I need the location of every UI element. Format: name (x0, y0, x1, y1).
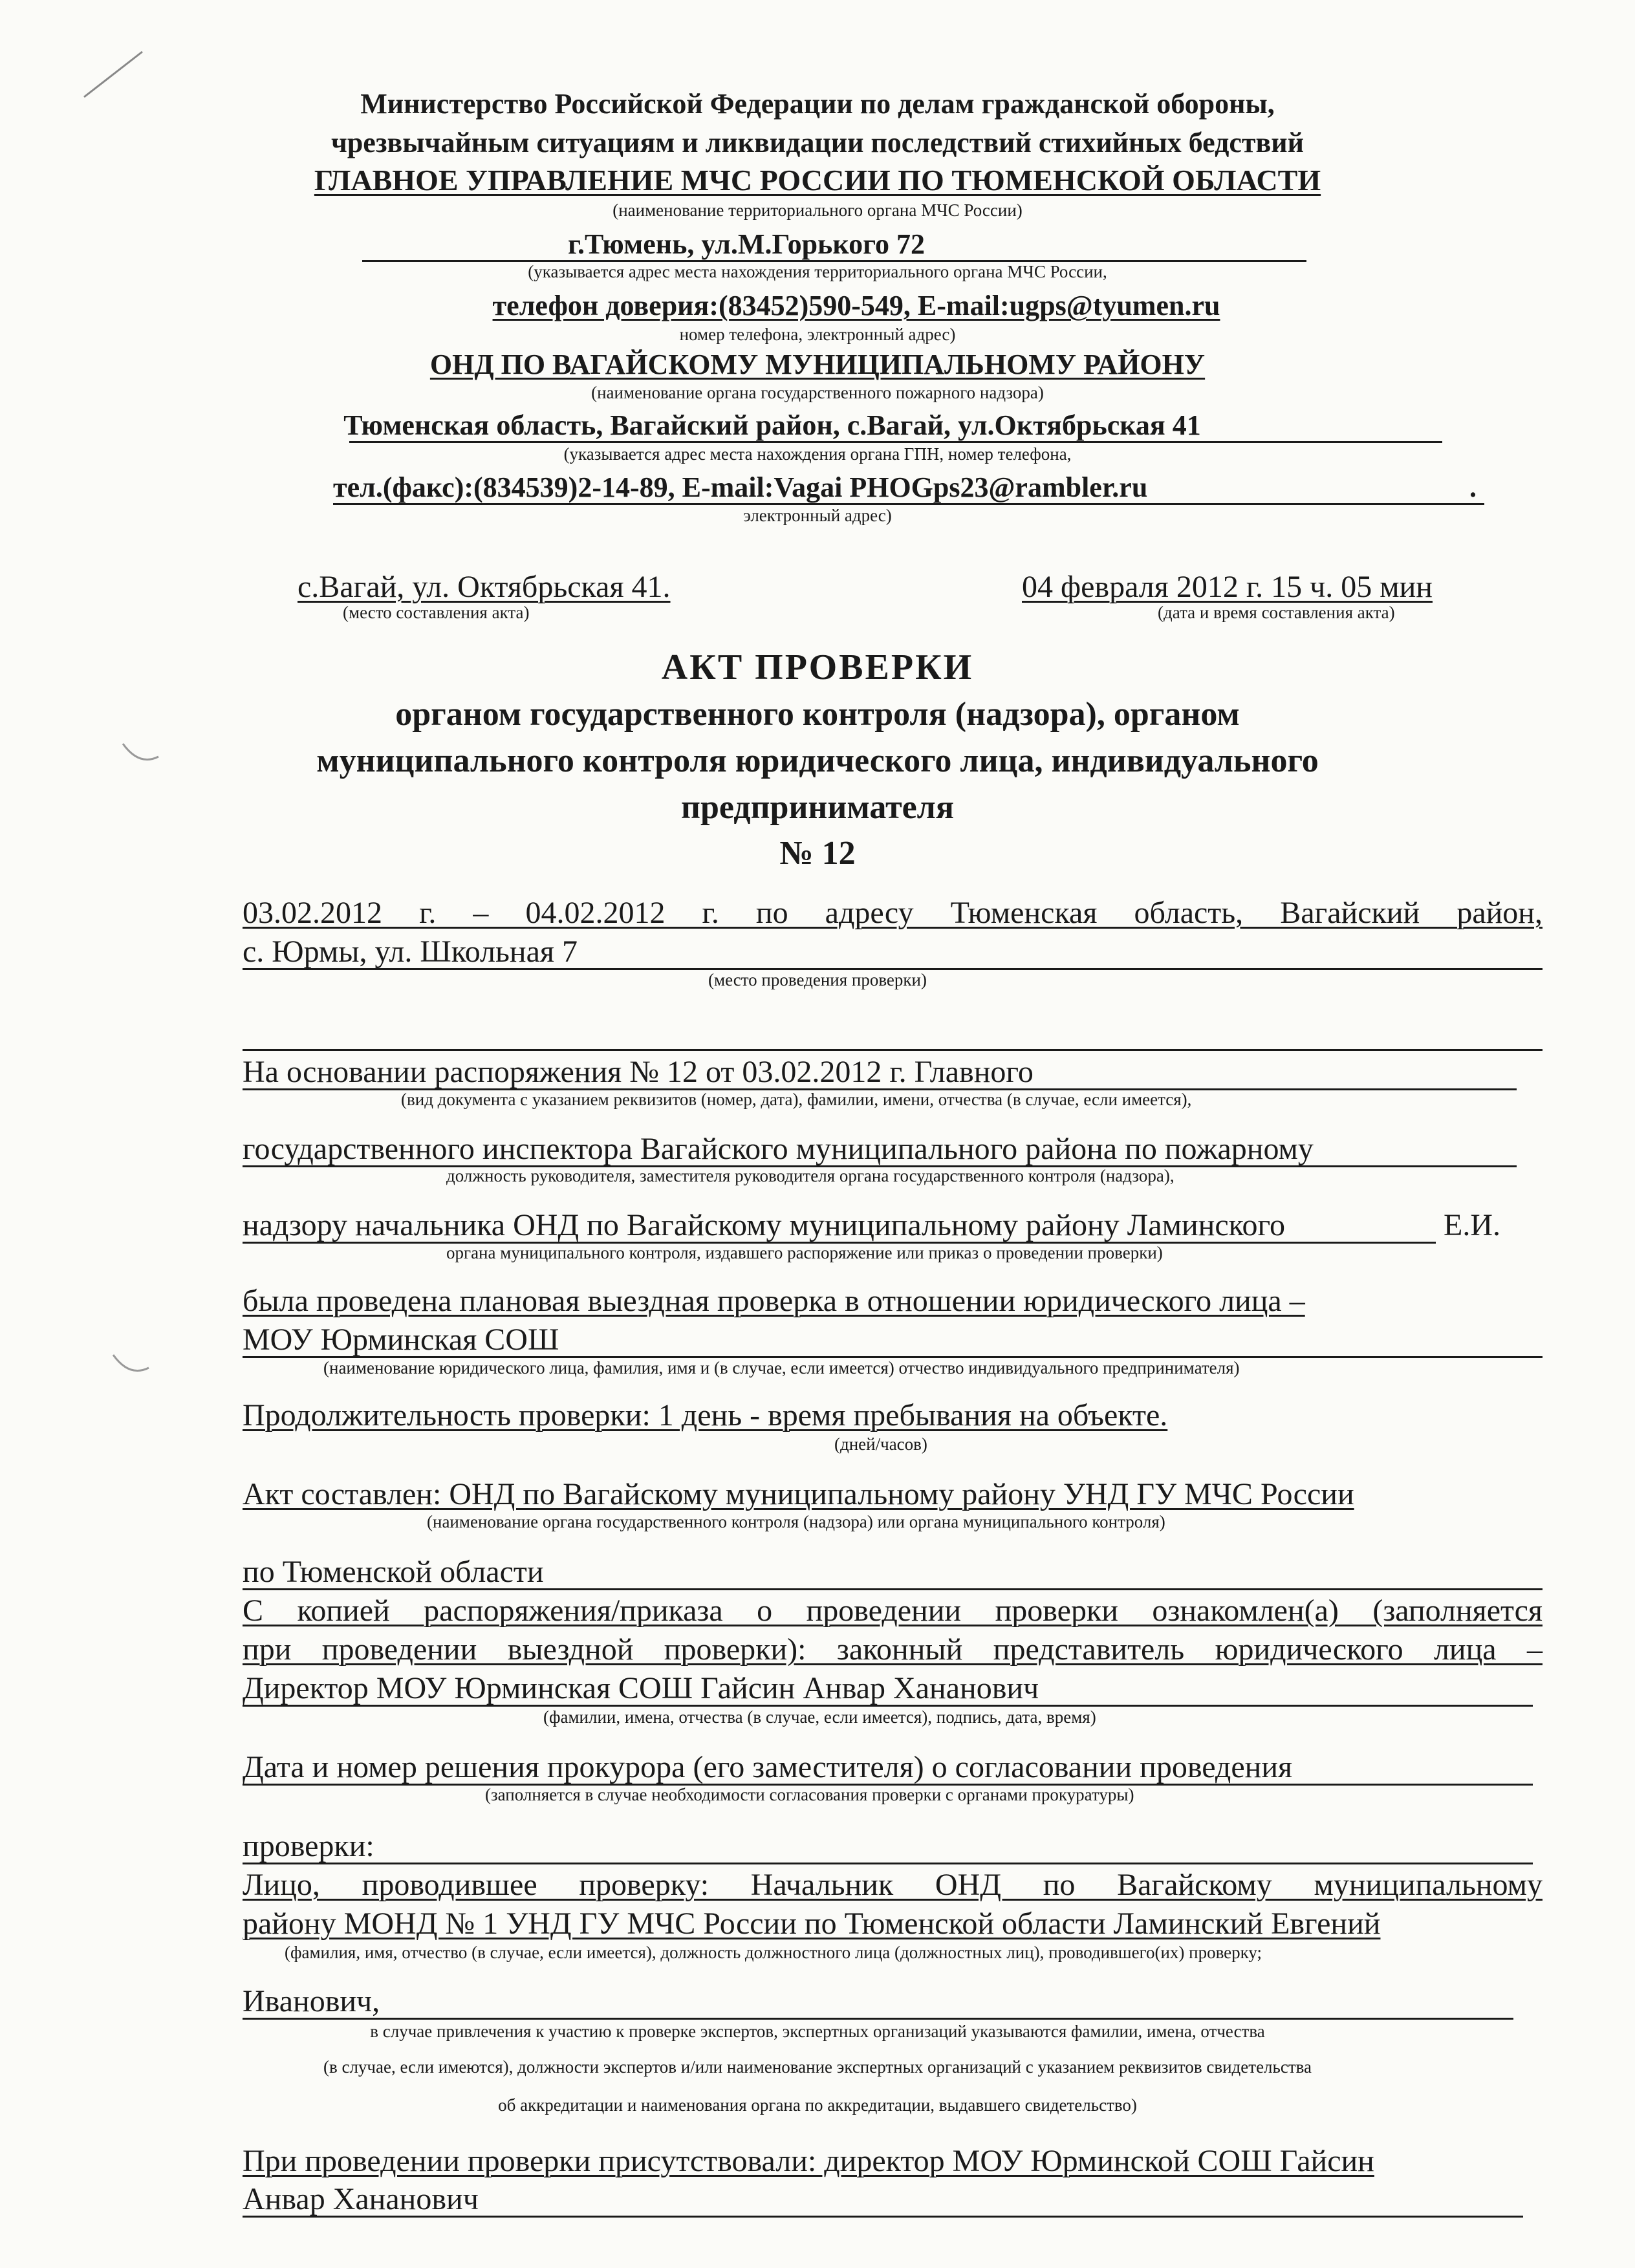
prosecutor-underline-2 (243, 1863, 1533, 1864)
org-address: г.Тюмень, ул.М.Горького 72 (568, 228, 925, 260)
present-line-2: Анвар Хананович (243, 2182, 479, 2216)
gpn-name-caption: (наименование органа государственного пожарного надзора) (591, 383, 1044, 402)
basis-line-1: На основании распоряжения № 12 от 03.02.2012 г. Главного (243, 1055, 1034, 1089)
experts-caption-1: в случае привлечения к участию к проверке экспертов, экспертных организаций указываются фамилии, имена, отчества (370, 2022, 1265, 2041)
act-title: АКТ ПРОВЕРКИ (661, 647, 974, 687)
act-subtitle-line-1: органом государственного контроля (надзора), органом (395, 696, 1240, 733)
ministry-line-1: Министерство Российской Федерации по делам гражданской обороны, (360, 88, 1275, 120)
org-phone-caption: номер телефона, электронный адрес) (679, 325, 956, 344)
basis-caption-2: должность руководителя, заместителя руководителя органа государственного контроля (надзора), (446, 1166, 1175, 1185)
basis-line-3-end: Е.И. (1444, 1208, 1500, 1242)
org-address-caption: (указывается адрес места нахождения территориального органа МЧС России, (528, 262, 1107, 281)
gpn-phone-end: . (1469, 471, 1477, 503)
basis-caption-1: (вид документа с указанием реквизитов (номер, дата), фамилии, имени, отчества (в случае, если имеется), (401, 1090, 1192, 1109)
inspection-line-2: МОУ Юрминская СОШ (243, 1323, 559, 1357)
inspector-line-1: Лицо, проводившее проверку: Начальник ОНД по Вагайскому муниципальному (243, 1868, 1543, 1902)
inspector-caption: (фамилия, имя, отчество (в случае, если имеется), должность должностного лица (должностных лиц), проводившего(их) проверку; (285, 1943, 1262, 1962)
org-name: ГЛАВНОЕ УПРАВЛЕНИЕ МЧС РОССИИ ПО ТЮМЕНСКОЙ ОБЛАСТИ (314, 164, 1321, 197)
compiled-caption: (наименование органа государственного контроля (надзора) или органа муниципального контроля) (427, 1512, 1165, 1531)
compiled-line-2: по Тюменской области (243, 1555, 544, 1589)
experts-caption-2: (в случае, если имеются), должности экспертов и/или наименование экспертных организаций с указанием реквизитов свидетельства (323, 2057, 1312, 2077)
present-line-1: При проведении проверки присутствовали: директор МОУ Юрминской СОШ Гайсин (243, 2144, 1374, 2178)
punch-hole-mark-bottom (110, 1345, 155, 1384)
act-datetime: 04 февраля 2012 г. 15 ч. 05 мин (1022, 570, 1433, 604)
location-line-2: с. Юрмы, ул. Школьная 7 (243, 934, 578, 969)
duration: Продолжительность проверки: 1 день - время пребывания на объекте. (243, 1398, 1168, 1432)
prosecutor-line-2: проверки: (243, 1829, 374, 1863)
act-subtitle-line-3: предпринимателя (681, 789, 954, 826)
ministry-line-2: чрезвычайным ситуациям и ликвидации последствий стихийных бедствий (331, 127, 1304, 158)
basis-caption-3: органа муниципального контроля, издавшего распоряжение или приказ о проведении проверки) (446, 1243, 1163, 1262)
act-place: с.Вагай, ул. Октябрьская 41. (298, 570, 671, 604)
familiarized-line-2: при проведении выездной проверки): законный представитель юридического лица – (243, 1632, 1543, 1667)
compiled-line-1: Акт составлен: ОНД по Вагайскому муниципальному району УНД ГУ МЧС России (243, 1477, 1354, 1511)
inspector-underline (243, 2018, 1513, 2020)
act-subtitle-line-2: муниципального контроля юридического лица, индивидуального (316, 742, 1319, 779)
gpn-name: ОНД ПО ВАГАЙСКОМУ МУНИЦИПАЛЬНОМУ РАЙОНУ (429, 349, 1206, 380)
gpn-phone-caption: электронный адрес) (743, 506, 892, 525)
inspector-line-3: Иванович, (243, 1984, 380, 2018)
act-datetime-caption: (дата и время составления акта) (1158, 603, 1395, 622)
act-place-caption: (место составления акта) (343, 603, 530, 622)
familiarized-line-3: Директор МОУ Юрминская СОШ Гайсин Анвар Хананович (243, 1671, 1039, 1705)
prosecutor-caption: (заполняется в случае необходимости согласования проверки с органами прокуратуры) (485, 1785, 1134, 1804)
inspection-line-1: была проведена плановая выездная проверка в отношении юридического лица – (243, 1284, 1305, 1318)
basis-line-3: надзору начальника ОНД по Вагайскому муниципальному району Ламинского (243, 1208, 1286, 1242)
familiarized-line-1: С копией распоряжения/приказа о проведении проверки ознакомлен(а) (заполняется (243, 1593, 1543, 1628)
inspection-caption: (наименование юридического лица, фамилия, имя и (в случае, если имеется) отчество индивидуального предпринимателя) (323, 1358, 1240, 1377)
org-name-caption: (наименование территориального органа МЧС России) (612, 200, 1023, 220)
experts-caption-3: об аккредитации и наименования органа по аккредитации, выдавшего свидетельство) (498, 2095, 1137, 2115)
inspector-line-2: району МОНД № 1 УНД ГУ МЧС России по Тюменской области Ламинский Евгений (243, 1906, 1381, 1941)
familiarized-caption: (фамилии, имена, отчества (в случае, если имеется), подпись, дата, время) (543, 1707, 1096, 1727)
basis-line-2: государственного инспектора Вагайского муниципального района по пожарному (243, 1132, 1314, 1166)
gpn-address-caption: (указывается адрес места нахождения органа ГПН, номер телефона, (563, 444, 1072, 464)
gpn-phone: тел.(факс):(834539)2-14-89, E-mail:Vagai PHOGps23@rambler.ru (333, 471, 1148, 503)
prosecutor-line-1: Дата и номер решения прокурора (его заместителя) о согласовании проведения (243, 1750, 1293, 1784)
act-number: № 12 (779, 835, 856, 872)
org-phone: телефон доверия:(83452)590-549, E-mail:ugps@tyumen.ru (492, 290, 1220, 321)
blank-underline (243, 1049, 1543, 1051)
duration-caption: (дней/часов) (834, 1434, 927, 1454)
gpn-address: Тюменская область, Вагайский район, с.Вагай, ул.Октябрьская 41 (343, 409, 1201, 441)
location-line-1: 03.02.2012 г. – 04.02.2012 г. по адресу Тюменская область, Вагайский район, (243, 896, 1543, 930)
location-caption: (место проведения проверки) (708, 970, 927, 989)
